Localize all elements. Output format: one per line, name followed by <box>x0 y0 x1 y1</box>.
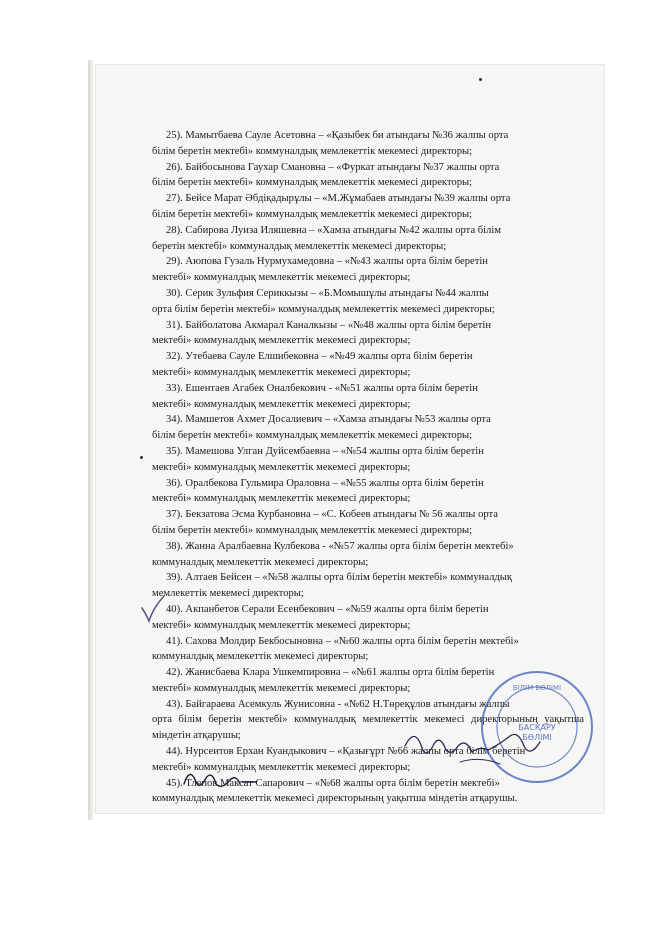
list-item: 32). Утебаева Сауле Елшибековна – «№49 жалпы орта білім беретін мектебі» коммуналдық мемлекеттік мекемесі директоры; <box>152 351 473 378</box>
list-item: 43). Байгараева Асемкуль Жунисовна - «№62 Н.Төреқұлов атындағы жалпы орта білім беретін мектебі» коммуналдық мемлекеттік мекемесі директорының уақытша міндетін атқарушы; <box>152 698 584 742</box>
handwritten-initials <box>180 760 260 796</box>
list-item: 41). Сахова Молдир Бекбосыновна – «№60 жалпы орта білім беретін мектебі» коммуналдық мемлекеттік мекемесі директоры; <box>152 635 519 663</box>
list-item: 33). Ешентаев Агабек Оналбекович - «№51 жалпы орта білім беретін мектебі» коммуналдық мемлекеттік мекемесі директоры; <box>152 382 478 410</box>
list-item: 44). Нурсеитов Ерхан Куандыкович – «Қазығұрт №66 жалпы орта білім беретін мектебі» коммуналдық мемлекеттік мекемесі директоры; <box>152 746 526 773</box>
handwritten-signature <box>400 716 550 776</box>
list-item: 37). Бекзатова Эсма Курбановна – «С. Кобеев атындағы № 56 жалпы орта білім беретін мектебі» коммуналдық мемлекеттік мекемесі директоры; <box>152 509 498 536</box>
list-item: 26). Байбосынова Гаухар Смановна – «Фуркат атындағы №37 жалпы орта білім беретін мектебі» коммуналдық мемлекеттік мекемесі директоры; <box>152 161 500 189</box>
checkmark-icon <box>140 594 166 624</box>
page-edge-shadow <box>88 60 94 820</box>
list-item: 30). Серик Зульфия Сериккызы – «Б.Момышұлы атындағы №44 жалпы орта білім беретін мектебі» коммуналдық мемлекеттік мекемесі директоры; <box>152 287 495 315</box>
list-item: 25). Мамытбаева Сауле Асетовна – «Қазыбек би атындағы №36 жалпы орта білім беретін мектебі» коммуналдық мемлекеттік мекемесі директоры; <box>152 130 509 157</box>
list-item: 42). Жанисбаева Клара Ушкемпировна – «№61 жалпы орта білім беретін мектебі» коммуналдық мемлекеттік мекемесі директоры; <box>152 667 495 694</box>
stamp-text-mid: БАСҚАРУ <box>518 723 556 732</box>
list-item: 35). Мамешова Улган Дуйсембаевна – «№54 жалпы орта білім беретін мектебі» коммуналдық мемлекеттік мекемесі директоры; <box>152 445 484 473</box>
list-item: 29). Аюпова Гузаль Нурмухамедовна – «№43 жалпы орта білім беретін мектебі» коммуналдық мемлекеттік мекемесі директоры; <box>152 256 488 284</box>
speck-mark <box>140 456 143 459</box>
stamp-text-top: БІЛІМ БӨЛІМІ <box>512 684 562 692</box>
list-item: 36). Оралбекова Гульмира Ораловна – «№55 жалпы орта білім беретін мектебі» коммуналдық мемлекеттік мекемесі директоры; <box>152 477 484 505</box>
list-item: 31). Байболатова Акмарал Каналкызы – «№48 жалпы орта білім беретін мектебі» коммуналдық мемлекеттік мекемесі директоры; <box>152 319 491 347</box>
list-item: 45). Тлепов Максат Сапарович – «№68 жалпы орта білім беретін мектебі» коммуналдық мемлекеттік мекемесі директорының уақытша міндетін атқарушы. <box>152 777 518 805</box>
speck-mark <box>479 78 482 81</box>
stamp-text-bottom: БӨЛІМІ <box>522 733 552 742</box>
list-item: 39). Алтаев Бейсен – «№58 жалпы орта білім беретін мектебі» коммуналдық мемлекеттік мекемесі директоры; <box>152 572 513 600</box>
list-item: 27). Бейсе Марат Әбдіқадырұлы – «М.Жұмабаев атындағы №39 жалпы орта білім беретін мектебі» коммуналдық мемлекеттік мекемесі директоры; <box>152 193 511 220</box>
list-item: 40). Акпанбетов Серали Есенбекович – «№59 жалпы орта білім беретін мектебі» коммуналдық мемлекеттік мекемесі директоры; <box>152 603 489 631</box>
list-item: 34). Мамшетов Ахмет Досалиевич – «Хамза атындағы №53 жалпы орта білім беретін мектебі» коммуналдық мемлекеттік мекемесі директоры; <box>152 414 491 442</box>
list-item: 38). Жанна Аралбаевна Кулбекова - «№57 жалпы орта білім беретін мектебі» коммуналдық мемлекеттік мекемесі директоры; <box>152 540 514 568</box>
list-item: 28). Сабирова Луиза Иляшевна – «Хамза атындағы №42 жалпы орта білім беретін мектебі» коммуналдық мемлекеттік мекемесі директоры; <box>152 224 502 252</box>
